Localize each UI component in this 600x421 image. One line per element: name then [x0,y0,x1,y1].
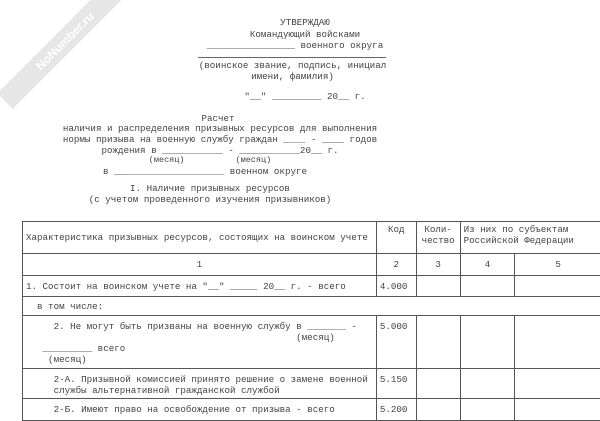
subject-cell[interactable] [515,316,600,369]
col-number: 3 [416,254,460,276]
watermark: NoNumber.ru [0,0,133,109]
signature-line [198,57,386,58]
row-code: 5.150 [376,369,416,399]
heading-month-labels: (месяц) (месяц) [0,155,420,166]
approval-line1: Командующий войсками [0,29,600,40]
heading-line3: рождения в ___________ - ___________20__ г. [0,145,440,156]
quantity-cell[interactable] [416,369,460,399]
quantity-cell[interactable] [416,276,460,297]
heading-title: Расчет [0,113,436,124]
header-subjects: Из них по субъектам Российской Федерации [460,222,600,254]
resources-table [22,221,600,421]
col-number: 1 [23,254,377,276]
col-number: 5 [515,254,600,276]
subject-cell[interactable] [460,369,515,399]
header-quantity: Коли- чество [416,222,460,254]
table-row [23,316,600,369]
table-row [23,276,600,297]
approval-title: УТВЕРЖДАЮ [0,17,600,28]
row-text: 1. Состоит на воинском учете на "__" _____ 20__ г. - всего [23,276,377,297]
subject-cell[interactable] [515,369,600,399]
approval-date: "__" _________ 20__ г. [0,91,600,102]
subject-cell[interactable] [515,276,600,297]
table-row [23,399,600,421]
table-row [23,369,600,399]
section-subtitle: (с учетом проведенного изучения призывников) [0,194,420,205]
approval-line3: (воинское звание, подпись, инициал [0,60,585,71]
row-code: 5.000 [376,316,416,369]
section-title: I. Наличие призывных ресурсов [0,183,420,194]
heading-line1: наличия и распределения призывных ресурсов для выполнения [0,123,440,134]
quantity-cell[interactable] [416,316,460,369]
row-code: 5.200 [376,399,416,421]
row-text: 2-Б. Имеют право на освобождение от призыва - всего [23,399,377,421]
row-text: 2-А. Призывной комиссией принято решение о замене военной службы альтернативной гражданской службой [23,369,377,399]
subject-cell[interactable] [460,276,515,297]
heading-line2: нормы призыва на военную службу граждан ____ - ____ годов [0,134,440,145]
col-number: 4 [460,254,515,276]
col-number: 2 [376,254,416,276]
heading-district: в ____________________ военном округе [0,166,410,177]
row-text: в том числе: [23,297,600,316]
subject-cell[interactable] [460,316,515,369]
header-code: Код [376,222,416,254]
row-text: 2. Не могут быть призваны на военную службу в _______ - (месяц) _________ всего (месяц) [23,316,377,369]
approval-line2: ________________ военного округа [0,40,590,51]
approval-line4: имени, фамилия) [0,71,585,82]
quantity-cell[interactable] [416,399,460,421]
subject-cell[interactable] [515,399,600,421]
subject-cell[interactable] [460,399,515,421]
row-code: 4.000 [376,276,416,297]
header-characteristic: Характеристика призывных ресурсов, состоящих на воинском учете [23,222,377,254]
table-row [23,297,600,316]
